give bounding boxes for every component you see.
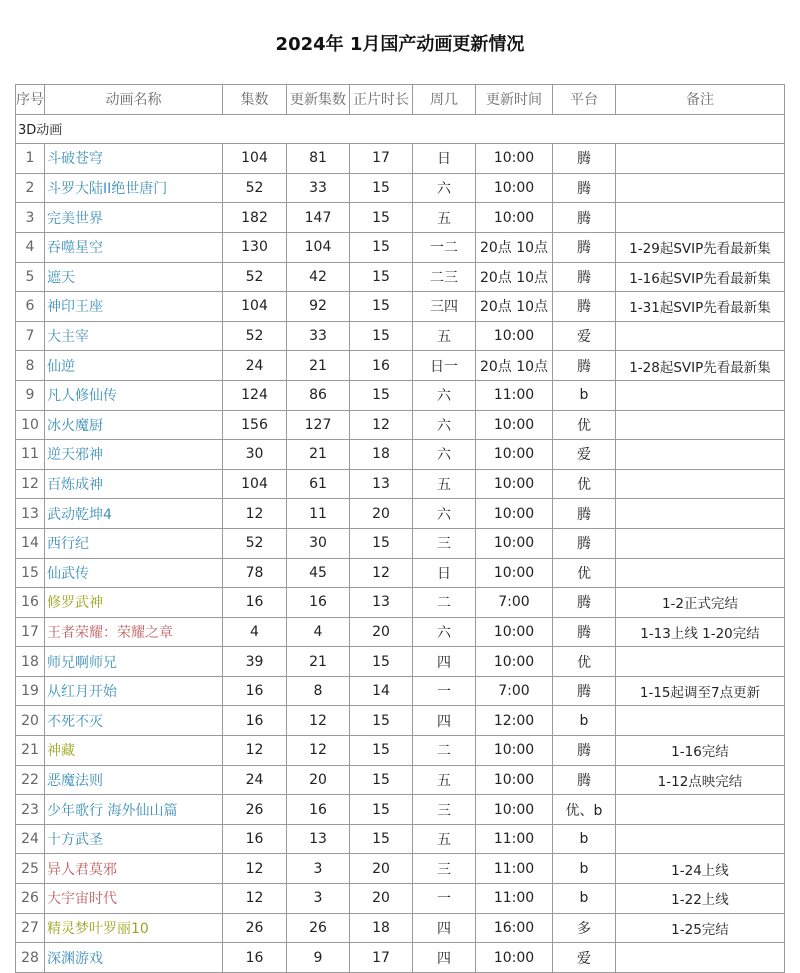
updated-count: 33	[287, 321, 350, 351]
updated-count: 30	[287, 528, 350, 558]
updated-count: 81	[287, 144, 350, 174]
update-time: 10:00	[476, 203, 553, 233]
table-row	[16, 558, 785, 588]
platform: 爱	[553, 943, 616, 973]
note	[616, 647, 785, 677]
platform: b	[553, 884, 616, 914]
table-row	[16, 292, 785, 322]
weekday: 四	[413, 943, 476, 973]
episode-count: 78	[223, 558, 287, 588]
table-row	[16, 469, 785, 499]
platform: 爱	[553, 440, 616, 470]
episode-count: 52	[223, 262, 287, 292]
duration: 20	[350, 854, 413, 884]
weekday: 二	[413, 588, 476, 618]
col-header-duration: 正片时长	[350, 85, 413, 115]
note: 1-12点映完结	[616, 765, 785, 795]
weekday: 日一	[413, 351, 476, 381]
platform: 腾	[553, 499, 616, 529]
note	[616, 380, 785, 410]
platform: 多	[553, 913, 616, 943]
table-row	[16, 380, 785, 410]
duration: 15	[350, 528, 413, 558]
col-header-updated: 更新集数	[287, 85, 350, 115]
update-time: 10:00	[476, 499, 553, 529]
anime-name: 深渊游戏	[45, 943, 223, 973]
col-header-index: 序号	[16, 85, 45, 115]
duration: 15	[350, 765, 413, 795]
episode-count: 12	[223, 499, 287, 529]
row-index: 26	[16, 884, 45, 914]
duration: 15	[350, 380, 413, 410]
weekday: 三四	[413, 292, 476, 322]
update-time: 10:00	[476, 795, 553, 825]
platform: 优	[553, 558, 616, 588]
platform: b	[553, 706, 616, 736]
weekday: 六	[413, 440, 476, 470]
note	[616, 499, 785, 529]
update-time: 10:00	[476, 943, 553, 973]
col-header-note: 备注	[616, 85, 785, 115]
update-time: 11:00	[476, 380, 553, 410]
table-row	[16, 173, 785, 203]
col-header-time: 更新时间	[476, 85, 553, 115]
table-row	[16, 321, 785, 351]
update-time: 7:00	[476, 588, 553, 618]
anime-name: 吞噬星空	[45, 232, 223, 262]
row-index: 4	[16, 232, 45, 262]
col-header-weekday: 周几	[413, 85, 476, 115]
anime-name: 西行纪	[45, 528, 223, 558]
weekday: 三	[413, 854, 476, 884]
duration: 12	[350, 558, 413, 588]
duration: 18	[350, 440, 413, 470]
updated-count: 21	[287, 351, 350, 381]
table-row	[16, 588, 785, 618]
anime-name: 完美世界	[45, 203, 223, 233]
table-row	[16, 528, 785, 558]
platform: 腾	[553, 144, 616, 174]
updated-count: 127	[287, 410, 350, 440]
note: 1-22上线	[616, 884, 785, 914]
weekday: 三	[413, 528, 476, 558]
anime-name: 精灵梦叶罗丽10	[45, 913, 223, 943]
duration: 15	[350, 321, 413, 351]
episode-count: 12	[223, 736, 287, 766]
table-row	[16, 824, 785, 854]
duration: 20	[350, 884, 413, 914]
updated-count: 20	[287, 765, 350, 795]
note	[616, 824, 785, 854]
row-index: 13	[16, 499, 45, 529]
episode-count: 130	[223, 232, 287, 262]
weekday: 五	[413, 469, 476, 499]
update-time: 10:00	[476, 736, 553, 766]
table-row	[16, 351, 785, 381]
episode-count: 12	[223, 884, 287, 914]
note: 1-24上线	[616, 854, 785, 884]
episode-count: 16	[223, 588, 287, 618]
episode-count: 16	[223, 943, 287, 973]
episode-count: 124	[223, 380, 287, 410]
update-time: 10:00	[476, 321, 553, 351]
duration: 15	[350, 795, 413, 825]
table-row	[16, 854, 785, 884]
update-time: 12:00	[476, 706, 553, 736]
duration: 15	[350, 647, 413, 677]
duration: 16	[350, 351, 413, 381]
anime-name: 恶魔法则	[45, 765, 223, 795]
table-row	[16, 676, 785, 706]
anime-name: 大主宰	[45, 321, 223, 351]
weekday: 二	[413, 736, 476, 766]
episode-count: 30	[223, 440, 287, 470]
table-row	[16, 499, 785, 529]
episode-count: 52	[223, 321, 287, 351]
update-time: 11:00	[476, 854, 553, 884]
platform: b	[553, 854, 616, 884]
note	[616, 410, 785, 440]
row-index: 14	[16, 528, 45, 558]
duration: 15	[350, 292, 413, 322]
weekday: 六	[413, 380, 476, 410]
platform: 优	[553, 647, 616, 677]
duration: 20	[350, 617, 413, 647]
anime-update-table	[15, 84, 785, 973]
anime-name: 斗破苍穹	[45, 144, 223, 174]
update-time: 10:00	[476, 528, 553, 558]
updated-count: 11	[287, 499, 350, 529]
platform: 优、b	[553, 795, 616, 825]
update-time: 20点 10点	[476, 292, 553, 322]
update-time: 10:00	[476, 558, 553, 588]
section-label: 3D动画	[16, 114, 785, 144]
duration: 18	[350, 913, 413, 943]
row-index: 1	[16, 144, 45, 174]
episode-count: 26	[223, 795, 287, 825]
episode-count: 52	[223, 528, 287, 558]
platform: 腾	[553, 588, 616, 618]
row-index: 3	[16, 203, 45, 233]
episode-count: 16	[223, 676, 287, 706]
platform: 优	[553, 469, 616, 499]
update-time: 16:00	[476, 913, 553, 943]
weekday: 日	[413, 558, 476, 588]
episode-count: 104	[223, 292, 287, 322]
duration: 20	[350, 499, 413, 529]
note	[616, 469, 785, 499]
row-index: 9	[16, 380, 45, 410]
table-row	[16, 884, 785, 914]
platform: b	[553, 380, 616, 410]
weekday: 五	[413, 321, 476, 351]
anime-name: 从红月开始	[45, 676, 223, 706]
duration: 15	[350, 173, 413, 203]
platform: 腾	[553, 203, 616, 233]
table-row	[16, 736, 785, 766]
updated-count: 45	[287, 558, 350, 588]
anime-name: 百炼成神	[45, 469, 223, 499]
row-index: 2	[16, 173, 45, 203]
anime-name: 修罗武神	[45, 588, 223, 618]
update-time: 10:00	[476, 144, 553, 174]
update-time: 10:00	[476, 410, 553, 440]
platform: 腾	[553, 232, 616, 262]
row-index: 11	[16, 440, 45, 470]
update-time: 20点 10点	[476, 262, 553, 292]
col-header-platform: 平台	[553, 85, 616, 115]
updated-count: 12	[287, 736, 350, 766]
platform: b	[553, 824, 616, 854]
duration: 17	[350, 943, 413, 973]
platform: 腾	[553, 262, 616, 292]
weekday: 六	[413, 410, 476, 440]
table-row	[16, 262, 785, 292]
table-row	[16, 647, 785, 677]
update-time: 20点 10点	[476, 232, 553, 262]
anime-name: 大宇宙时代	[45, 884, 223, 914]
page-title: 2024年 1月国产动画更新情况	[275, 34, 525, 55]
duration: 15	[350, 232, 413, 262]
platform: 优	[553, 410, 616, 440]
weekday: 一	[413, 676, 476, 706]
updated-count: 147	[287, 203, 350, 233]
episode-count: 26	[223, 913, 287, 943]
row-index: 20	[16, 706, 45, 736]
weekday: 四	[413, 647, 476, 677]
duration: 15	[350, 203, 413, 233]
table-row	[16, 617, 785, 647]
row-index: 5	[16, 262, 45, 292]
anime-name: 冰火魔厨	[45, 410, 223, 440]
platform: 爱	[553, 321, 616, 351]
anime-name: 异人君莫邪	[45, 854, 223, 884]
updated-count: 12	[287, 706, 350, 736]
updated-count: 104	[287, 232, 350, 262]
row-index: 27	[16, 913, 45, 943]
note: 1-28起SVIP先看最新集	[616, 351, 785, 381]
weekday: 日	[413, 144, 476, 174]
updated-count: 61	[287, 469, 350, 499]
updated-count: 3	[287, 854, 350, 884]
note: 1-25完结	[616, 913, 785, 943]
platform: 腾	[553, 173, 616, 203]
table-row	[16, 913, 785, 943]
updated-count: 3	[287, 884, 350, 914]
update-time: 10:00	[476, 617, 553, 647]
updated-count: 33	[287, 173, 350, 203]
row-index: 19	[16, 676, 45, 706]
note: 1-16完结	[616, 736, 785, 766]
row-index: 23	[16, 795, 45, 825]
updated-count: 4	[287, 617, 350, 647]
updated-count: 92	[287, 292, 350, 322]
duration: 15	[350, 736, 413, 766]
table-row	[16, 795, 785, 825]
update-time: 11:00	[476, 824, 553, 854]
duration: 15	[350, 824, 413, 854]
note	[616, 144, 785, 174]
anime-name: 十方武圣	[45, 824, 223, 854]
note	[616, 558, 785, 588]
anime-name: 武动乾坤4	[45, 499, 223, 529]
episode-count: 16	[223, 824, 287, 854]
updated-count: 86	[287, 380, 350, 410]
anime-name: 神印王座	[45, 292, 223, 322]
episode-count: 16	[223, 706, 287, 736]
table-row	[16, 144, 785, 174]
episode-count: 104	[223, 469, 287, 499]
note: 1-31起SVIP先看最新集	[616, 292, 785, 322]
weekday: 四	[413, 706, 476, 736]
row-index: 15	[16, 558, 45, 588]
note	[616, 795, 785, 825]
update-time: 10:00	[476, 647, 553, 677]
col-header-name: 动画名称	[45, 85, 223, 115]
anime-name: 王者荣耀：荣耀之章	[45, 617, 223, 647]
duration: 15	[350, 706, 413, 736]
weekday: 五	[413, 203, 476, 233]
updated-count: 21	[287, 440, 350, 470]
note: 1-13上线 1-20完结	[616, 617, 785, 647]
row-index: 10	[16, 410, 45, 440]
weekday: 五	[413, 824, 476, 854]
update-time: 10:00	[476, 765, 553, 795]
weekday: 六	[413, 499, 476, 529]
anime-name: 斗罗大陆II绝世唐门	[45, 173, 223, 203]
anime-name: 少年歌行 海外仙山篇	[45, 795, 223, 825]
row-index: 16	[16, 588, 45, 618]
table-row	[16, 410, 785, 440]
note: 1-2正式完结	[616, 588, 785, 618]
episode-count: 24	[223, 351, 287, 381]
row-index: 18	[16, 647, 45, 677]
note: 1-15起调至7点更新	[616, 676, 785, 706]
episode-count: 4	[223, 617, 287, 647]
weekday: 六	[413, 617, 476, 647]
table-row	[16, 203, 785, 233]
anime-name: 遮天	[45, 262, 223, 292]
row-index: 7	[16, 321, 45, 351]
updated-count: 16	[287, 588, 350, 618]
weekday: 六	[413, 173, 476, 203]
episode-count: 156	[223, 410, 287, 440]
duration: 17	[350, 144, 413, 174]
note: 1-29起SVIP先看最新集	[616, 232, 785, 262]
weekday: 二三	[413, 262, 476, 292]
weekday: 一	[413, 884, 476, 914]
episode-count: 24	[223, 765, 287, 795]
platform: 腾	[553, 676, 616, 706]
note	[616, 173, 785, 203]
row-index: 17	[16, 617, 45, 647]
platform: 腾	[553, 736, 616, 766]
anime-name: 不死不灭	[45, 706, 223, 736]
section-row	[16, 114, 785, 144]
note: 1-16起SVIP先看最新集	[616, 262, 785, 292]
header-row	[16, 85, 785, 115]
updated-count: 26	[287, 913, 350, 943]
row-index: 24	[16, 824, 45, 854]
updated-count: 42	[287, 262, 350, 292]
duration: 12	[350, 410, 413, 440]
platform: 腾	[553, 765, 616, 795]
updated-count: 13	[287, 824, 350, 854]
table-row	[16, 765, 785, 795]
anime-name: 仙逆	[45, 351, 223, 381]
note	[616, 321, 785, 351]
anime-name: 师兄啊师兄	[45, 647, 223, 677]
platform: 腾	[553, 351, 616, 381]
table-row	[16, 440, 785, 470]
platform: 腾	[553, 292, 616, 322]
duration: 15	[350, 262, 413, 292]
update-time: 7:00	[476, 676, 553, 706]
anime-name: 仙武传	[45, 558, 223, 588]
weekday: 五	[413, 765, 476, 795]
platform: 腾	[553, 528, 616, 558]
table-row	[16, 232, 785, 262]
update-time: 10:00	[476, 469, 553, 499]
row-index: 22	[16, 765, 45, 795]
row-index: 28	[16, 943, 45, 973]
episode-count: 39	[223, 647, 287, 677]
row-index: 25	[16, 854, 45, 884]
update-time: 11:00	[476, 884, 553, 914]
episode-count: 12	[223, 854, 287, 884]
note	[616, 706, 785, 736]
update-time: 20点 10点	[476, 351, 553, 381]
weekday: 三	[413, 795, 476, 825]
row-index: 21	[16, 736, 45, 766]
updated-count: 9	[287, 943, 350, 973]
episode-count: 182	[223, 203, 287, 233]
table-row	[16, 706, 785, 736]
updated-count: 16	[287, 795, 350, 825]
updated-count: 8	[287, 676, 350, 706]
duration: 13	[350, 469, 413, 499]
col-header-episodes: 集数	[223, 85, 287, 115]
row-index: 8	[16, 351, 45, 381]
updated-count: 21	[287, 647, 350, 677]
update-time: 10:00	[476, 440, 553, 470]
note	[616, 203, 785, 233]
episode-count: 52	[223, 173, 287, 203]
anime-name: 逆天邪神	[45, 440, 223, 470]
platform: 腾	[553, 617, 616, 647]
row-index: 6	[16, 292, 45, 322]
update-time: 10:00	[476, 173, 553, 203]
note	[616, 440, 785, 470]
duration: 13	[350, 588, 413, 618]
row-index: 12	[16, 469, 45, 499]
episode-count: 104	[223, 144, 287, 174]
weekday: 一二	[413, 232, 476, 262]
anime-name: 凡人修仙传	[45, 380, 223, 410]
note	[616, 528, 785, 558]
weekday: 四	[413, 913, 476, 943]
anime-name: 神藏	[45, 736, 223, 766]
duration: 14	[350, 676, 413, 706]
